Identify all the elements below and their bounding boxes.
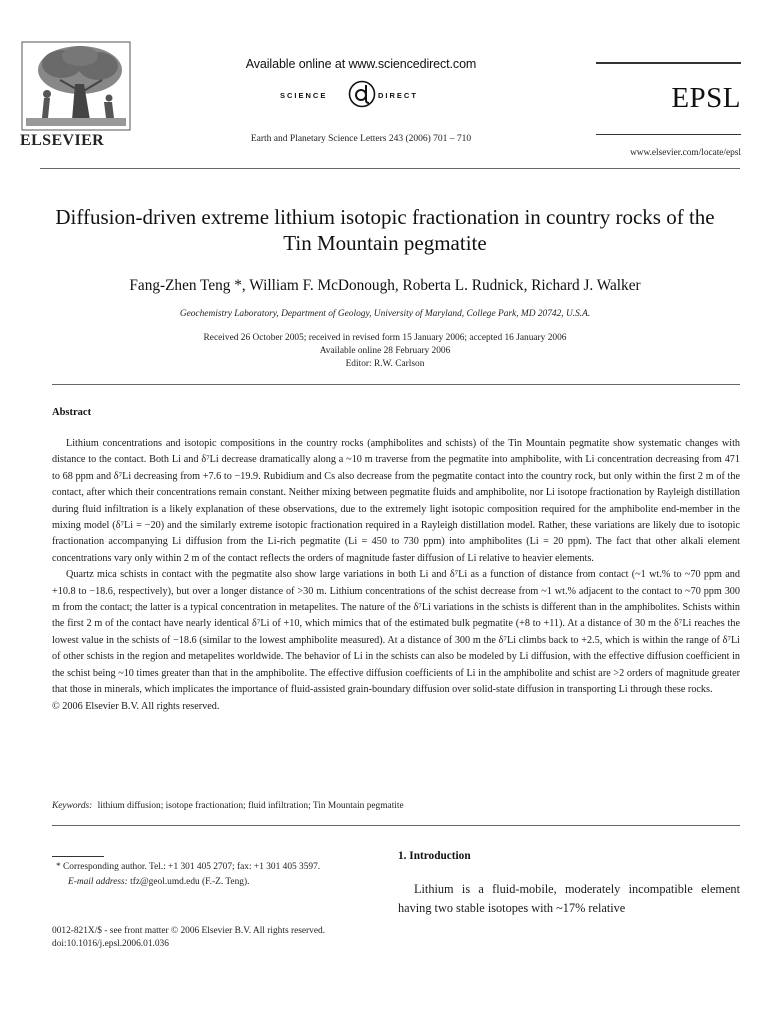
front-matter	[52, 925, 392, 951]
sciencedirect-logo	[280, 81, 440, 109]
journal-rule-bottom	[596, 134, 741, 135]
keywords-text: lithium diffusion; isotope fractionation; fluid infiltration; Tin Mountain pegmatite	[97, 801, 404, 811]
article-dates	[40, 332, 730, 371]
header-divider	[40, 168, 740, 169]
sciencedirect-logo-left: SCIENCE	[280, 91, 328, 100]
author-affiliation: Geochemistry Laboratory, Department of Geology, University of Maryland, College Park, MD 20742, U.S.A.	[179, 309, 591, 319]
article-authors: Fang-Zhen Teng *, William F. McDonough, Roberta L. Rudnick, Richard J. Walker	[129, 277, 641, 294]
sciencedirect-logo-right: DIRECT	[378, 91, 418, 100]
introduction-text	[398, 880, 740, 918]
section-heading-introduction: 1. Introduction	[398, 850, 471, 862]
elsevier-logo	[20, 40, 132, 148]
received-dates: Received 26 October 2005; received in revised form 15 January 2006; accepted 16 January 2006	[203, 333, 567, 343]
journal-abbrev: EPSL	[671, 82, 741, 114]
corresponding-author-note: * Corresponding author. Tel.: +1 301 405 2707; fax: +1 301 405 3597.	[56, 862, 321, 872]
abstract-copyright: © 2006 Elsevier B.V. All rights reserved.	[52, 700, 220, 712]
publisher-name: ELSEVIER	[20, 132, 105, 149]
footnote-rule	[52, 856, 104, 857]
keywords-divider	[52, 825, 740, 826]
abstract-paragraph-1: Lithium concentrations and isotopic compositions in the country rocks (amphibolites and schists) of the Tin Mountain pegmatite show systematic changes with distance to the contact. Both Li and δ⁷Li decrease dramatically along a ~10 m traverse from the pegmatite into amphibolite, with Li concentration decreasing from 471 to 68 ppm and δ⁷Li decreasing from +7.6 to −19.9. Rubidium and Cs also decrease from the pegmatite contact into the country rock, but only within the first 2 m of the contact, after which their concentrations remain constant. Neither mixing between pegmatite fluids and amphibolite, nor Li isotope fractionation by Rayleigh distillation during fluid infiltration is a likely explanation of these observations, due to the extremely light isotopic composition required for the amphibolite end-member in the mixing model (δ⁷Li = −20) and the similarly extreme isotopic fractionation required in a Rayleigh distillation model. Rather, these variations are likely due to isotopic fractionation accompanying Li diffusion from the Li-rich pegmatite (Li = 450 to 730 ppm) into amphibolites (Li = 20 ppm). The fact that other alkali element concentrations vary only within 2 m of the contact reflects the orders of magnitude faster diffusion of Li relative to heavier elements.	[52, 438, 740, 564]
editor: Editor: R.W. Carlson	[345, 359, 425, 369]
journal-rule-top	[596, 62, 741, 64]
abstract-divider	[52, 384, 740, 385]
email-label: E-mail address:	[68, 877, 128, 887]
introduction-paragraph: Lithium is a fluid-mobile, moderately incompatible element having two stable isotopes with ~17% relative	[398, 882, 740, 915]
email-line	[52, 875, 374, 890]
abstract-paragraph-2: Quartz mica schists in contact with the pegmatite also show large variations in both Li and δ⁷Li as a function of distance from contact (~1 wt.% to ~70 ppm and +10.8 to −18.6, respectively), but over a longer distance of >30 m. Lithium concentrations of the schist decrease from ~1 wt.% adjacent to the contact to ~70 ppm 300 m from the contact; the latter is a typical concentration in metapelites. The nature of the δ⁷Li variations in the schists is different than in the amphibolites. Schists within the first 2 m of the contact have nearly identical δ⁷Li of +10, which mimics that of the estimated bulk pegmatite (+8 to +11). At a distance of 30 m the δ⁷Li reaches the lowest value in the schists of −18.6 (similar to the lowest amphibolite measured). At a distance of 300 m the δ⁷Li climbs back to +2.5, which is within the range of δ⁷Li of other schists in the region and metapelites worldwide. The behavior of Li in the schists can also be modeled by Li diffusion, with the effective diffusion coefficient in the schist being ~10 times greater than that in the amphibolite. The effective diffusion coefficients of Li in the amphibolite and schist are >2 orders of magnitude greater that those in minerals, which implicates the importance of fluid-assisted grain-boundary diffusion over solid-state diffusion in transporting Li through these rocks.	[52, 569, 740, 696]
abstract-heading: Abstract	[52, 407, 92, 418]
elsevier-tree-icon	[20, 40, 132, 132]
sciencedirect-at-icon	[347, 79, 377, 109]
article-title: Diffusion-driven extreme lithium isotopic fractionation in country rocks of the Tin Mountain pegmatite	[55, 205, 715, 255]
keywords	[52, 801, 740, 811]
footnote	[52, 860, 374, 890]
available-online-date: Available online 28 February 2006	[319, 346, 451, 356]
doi-line[interactable]: doi:10.1016/j.epsl.2006.01.036	[52, 939, 169, 949]
journal-reference: Earth and Planetary Science Letters 243 (2006) 701 – 710	[250, 134, 472, 144]
abstract-body	[52, 436, 740, 715]
journal-url[interactable]: www.elsevier.com/locate/epsl	[630, 148, 741, 158]
keywords-label: Keywords:	[52, 801, 93, 811]
available-online-text: Available online at www.sciencedirect.com	[245, 57, 477, 71]
email-address[interactable]: tfz@geol.umd.edu (F.-Z. Teng).	[130, 877, 250, 887]
issn-line: 0012-821X/$ - see front matter © 2006 Elsevier B.V. All rights reserved.	[52, 926, 326, 936]
